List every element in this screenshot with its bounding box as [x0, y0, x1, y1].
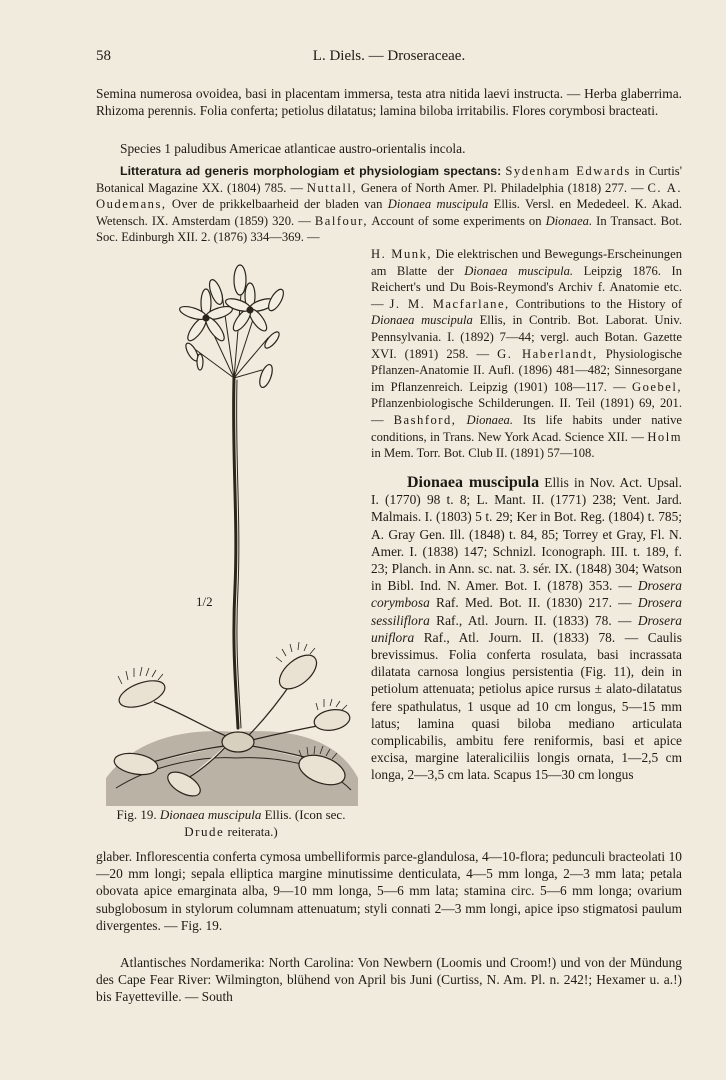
lit-text: Its life habits under native conditions, in Trans. New York Acad. Science XII. — — [371, 412, 683, 444]
lit-author: J. M. Macfarlane, — [389, 296, 510, 311]
caption-text: Ellis. (Icon sec. — [264, 807, 346, 822]
figure-dionaea-illustration — [96, 258, 362, 806]
lit-text: Over de prikkelbaarheid der bladen van — [171, 197, 383, 212]
synonym: Drosera sessiliflora — [371, 595, 682, 628]
lit-text: in Curtis' Botanical Magazine XX. (1804) 785. — — [96, 164, 682, 195]
lit-taxon: Dionaea. — [466, 412, 514, 427]
synonym: Drosera uniflora — [371, 612, 682, 645]
running-head: L. Diels. — Droseraceae. — [312, 48, 466, 64]
figure-caption — [96, 806, 366, 840]
page-number: 58 — [96, 48, 111, 64]
species-count — [96, 140, 682, 157]
scale-mark: 1/2 — [196, 594, 213, 609]
lit-author: Goebel, — [631, 379, 682, 394]
genus-description — [96, 85, 682, 119]
distribution-text: Atlantisches Nordamerika: North Carolina: Von Newbern (Loomis und Croom!) und von der Mündung des Cape Fear River: Wilmington, blühend von April bis Juni (Curtiss, N. Am. Pl. n. 242!; Hexamer u. a.!) bis Fayetteville. — South — [96, 955, 682, 1005]
lit-taxon: Dionaea muscipula. — [464, 263, 574, 278]
species-text: Raf., Atl. Journ. II. (1833) 78. — — [436, 612, 632, 628]
literature-continued — [371, 246, 682, 462]
lit-author: Nuttall, — [306, 180, 357, 195]
species-name: Dionaea muscipula — [407, 474, 540, 491]
lit-text: Genera of North Amer. Pl. Philadelphia (1818) 277. — — [360, 180, 644, 195]
lit-text: In Transact. Bot. Soc. Edinburgh XII. 2. (1876) 334—369. — — [96, 213, 682, 245]
lit-author: G. Haberlandt, — [497, 346, 598, 361]
lit-author: Sydenham Edwards — [505, 164, 631, 178]
lit-taxon: Dionaea muscipula — [371, 313, 473, 328]
species-text: Ellis in Nov. Act. Upsal. I. (1770) 98 t. 8; L. Mant. II. (1771) 238; Vent. Jard. Malmais. I. (1803) 5 t. 29; Ker in Bot. Reg. (1804) t. 785; A. Gray Gen. Ill. (1848) t. 84, 85; Torrey et Gray, Fl. N. Amer. I. (1838) 147; Schnizl. Iconograph. III. t. 189, f. 23; Planch. in Ann. sc. nat. 3. sér. IX. (1848) 304; Watson in Bibl. Ind. N. Amer. Bot. I. (1878) 353. — — [371, 475, 682, 594]
lit-text: Pflanzenbiologische Schilderungen. II. Teil (1891) 69, 201. — — [371, 396, 682, 427]
caption-species: Dionaea muscipula — [159, 807, 262, 822]
species-text: Raf., Atl. Journ. II. (1833) 78. — Caulis brevissimus. Folia conferta rosulata, basi incrassata dilatata carnosa longius persistentia (Fig. 11), dein in petiolum attenuata; petiolus apice rursus ± alato-dilatatus fere spathulatus, 1 usque ad 10 cm longus, 5—15 mm latus; lamina quasi biloba mediano articulata complicabilis, ambitu fere reniformis, basi et apice excisa, margine lateraliciliis longis ornata, 1—2,5 cm longa, 2—3,5 cm lata. Scapus 15—30 cm longus — [371, 629, 682, 783]
lit-text: Ellis, in Contrib. Bot. Laborat. Univ. Pennsylvania. I. (1892) 7—44; vergl. auch Botan. Gazette XVI. (1891) 258. — — [371, 313, 682, 361]
lit-text: Leipzig 1876. In Reichert's und Du Bois-Reymond's Archiv f. Anatomie etc. — — [371, 263, 682, 311]
lit-author: Bashford, — [393, 412, 457, 427]
caption-author: Drude — [184, 824, 225, 839]
lit-text: Physiologische Pflanzen-Anatomie II. Aufl. (1896) 481—482; Sinnesorgane im Pflanzenreich. Leipzig (1901) 108—117. — — [371, 346, 682, 394]
description-continued-text: glaber. Inflorescentia conferta cymosa umbelliformis parce-glandulosa, 4—10-flora; pedunculi bracteolati 10—20 mm longi; sepala elliptica margine minutissime denticulata, 4—5 mm longa, 2—3 mm lata; petala obovata apice emarginata alba, 9—10 mm longa, 5—6 mm lata; stamina circ. 5—6 mm longa; ovarium subglobosum in stylorum columnam attenuatum; styli connati 2—3 mm longi, apice ipso stigmatosi paulum divergentes. — Fig. 19. — [96, 849, 682, 933]
venus-flytrap-drawing — [96, 258, 362, 806]
lit-text: Contributions to the History of — [515, 296, 683, 311]
literature-label: Litteratura ad generis morphologiam et physiologiam spectans: — [120, 164, 502, 178]
page-header — [96, 48, 682, 70]
genus-description-text: Semina numerosa ovoidea, basi in placentam immersa, testa atra nitida laevi instructa. — Herba glaberrima. Rhizoma perennis. Folia conferta; petiolus dilatatus; lamina biloba irritabilis. Flores corymbosi bracteati. — [96, 86, 682, 119]
lit-text: Die elektrischen und Bewegungs-Erscheinungen am Blatte der — [371, 247, 682, 278]
synonym: Drosera corymbosa — [371, 578, 682, 611]
species-entry — [371, 474, 682, 784]
lit-taxon: Dionaea. — [545, 213, 593, 228]
distribution-section — [96, 954, 682, 1006]
lit-author: Holm — [647, 429, 682, 444]
species-count-text: Species 1 paludibus Americae atlanticae austro-orientalis incola. — [120, 141, 466, 156]
lit-author: H. Munk, — [371, 247, 433, 261]
literature-section — [96, 163, 682, 246]
lit-text: Account of some experiments on — [371, 213, 542, 228]
lit-author: Balfour, — [314, 213, 368, 228]
lit-text: Ellis. Versl. en Mededeel. K. Akad. Wetensch. IX. Amsterdam (1859) 320. — — [96, 197, 682, 228]
caption-label: Fig. 19. — [116, 807, 157, 822]
species-text: Raf. Med. Bot. II. (1830) 217. — — [436, 595, 632, 611]
caption-text: reiterata.) — [227, 824, 278, 839]
description-continued — [96, 848, 682, 934]
lit-author: C. A. Oudemans, — [96, 180, 682, 212]
lit-taxon: Dionaea muscipula — [387, 197, 489, 212]
lit-text: in Mem. Torr. Bot. Club II. (1891) 57—108. — [371, 446, 595, 461]
